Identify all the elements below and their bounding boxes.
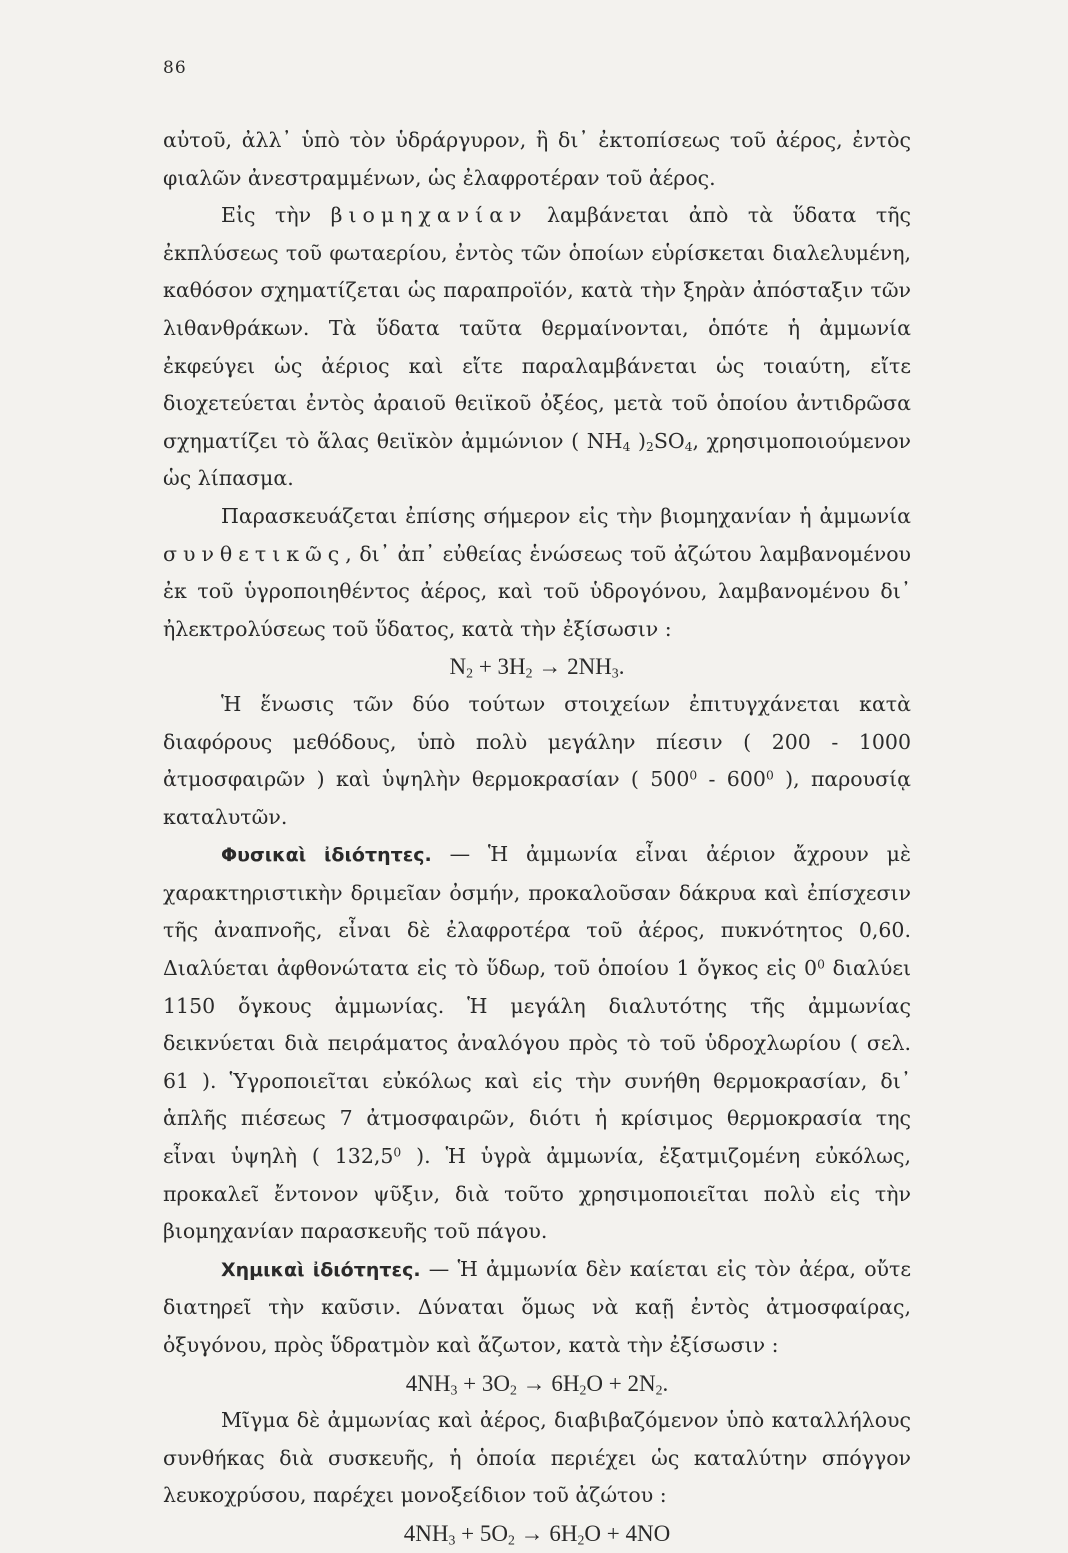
text-run: Εἰς τὴν [221, 203, 331, 228]
text-run: ), παρουσίᾳ καταλυτῶν. [163, 767, 911, 829]
subscript: 2 [525, 665, 533, 681]
superscript: 0 [689, 768, 698, 783]
paragraph-2 [163, 197, 911, 498]
subscript: 4 [684, 439, 693, 454]
spaced-emphasis: συνθετικῶς [163, 541, 346, 566]
equation-term: + 3H [473, 654, 526, 680]
subscript: 3 [450, 1382, 458, 1398]
paragraph-3 [163, 498, 911, 648]
section-heading: Φυσικαὶ ἰδιότητες. [221, 844, 432, 867]
paragraph-5 [163, 836, 911, 1251]
spaced-emphasis: βιομηχανίαν [330, 203, 528, 228]
subscript: 2 [466, 665, 474, 681]
text-run: , χρησιμοποιούμενον ὡς λίπασμα. [163, 428, 912, 491]
text-run: ) [630, 428, 647, 453]
equation-2 [163, 1365, 911, 1403]
text-run: — Ἡ ἀμμωνία δὲν καίεται εἰς τὸν ἀέρα, οὔτε διατηρεῖ τὴν καῦσιν. Δύναται ὅμως νὰ καῇ ἐντὸς ἀτμοσφαίρας, ὀξυγόνου, πρὸς ὕδρατμὸν καὶ ἄζωτον, κατὰ τὴν ἐξίσωσιν : [163, 1256, 911, 1357]
text-run: — Ἡ ἀμμωνία εἶναι ἀέριον ἄχρουν μὲ χαρακτηριστικὴν δριμεῖαν ὀσμήν, προκαλοῦσαν δάκρυα καὶ ἐπίσχεσιν τῆς ἀναπνοῆς, εἶναι δὲ ἐλαφροτέρα τοῦ ἀέρος, πυκνότητος 0,60. Διαλύεται ἀφθονώτατα εἰς τὸ ὕδωρ, τοῦ ὁποίου 1 ὄγκος εἰς 0 [163, 842, 911, 981]
text-run: Παρασκευάζεται ἐπίσης σήμερον εἰς τὴν βιομηχανίαν ἡ ἀμμωνία [221, 503, 911, 528]
equation-term: + 5O [455, 1520, 508, 1546]
text-run: Ἡ ἕνωσις τῶν δύο τούτων στοιχείων ἐπιτυγχάνεται κατὰ διαφόρους μεθόδους, ὑπὸ πολὺ μεγάλην πίεσιν ( 200 - 1000 ἀτμοσφαιρῶν ) καὶ ὑψηλὴν θερμοκρασίαν ( 500 [163, 691, 911, 792]
subscript: 2 [579, 1382, 587, 1398]
reaction-arrow-icon: → [516, 1370, 552, 1396]
equation-3 [163, 1515, 911, 1553]
superscript: 0 [765, 768, 774, 783]
equation-term: 2NH [567, 654, 612, 680]
page-number: 86 [163, 58, 187, 78]
subscript: 3 [611, 665, 619, 681]
equation-term: 6H [551, 1370, 580, 1396]
text-run: ). Ἡ ὑγρὰ ἀμμωνία, ἐξατμιζομένη εὐκόλως, προκαλεῖ ἔντονον ψῦξιν, διὰ τοῦτο χρησιμοποιεῖται πολὺ εἰς τὴν βιομηχανίαν παρασκευῆς τοῦ πάγου. [163, 1144, 911, 1244]
text-run: , δι᾿ ἀπ᾿ εὐθείας ἑνώσεως τοῦ ἀζώτου λαμβανομένου ἐκ τοῦ ὑγροποιηθέντος ἀέρος, καὶ τοῦ ὑδρογόνου, λαμβανομένου δι᾿ ἠλεκτρολύσεως τοῦ ὕδατος, κατὰ τὴν ἐξίσωσιν : [163, 541, 911, 641]
subscript: 2 [577, 1532, 585, 1548]
body-text [163, 122, 911, 1553]
subscript: 4 [622, 439, 631, 454]
subscript: 3 [448, 1532, 456, 1548]
subscript: 2 [507, 1532, 515, 1548]
equation-term: . [662, 1370, 669, 1396]
section-heading: Χημικαὶ ἰδιότητες. [221, 1258, 421, 1281]
text-run: διαλύει 1150 ὄγκους ἀμμωνίας. Ἡ μεγάλη διαλυτότης τῆς ἀμμωνίας δεικνύεται διὰ πειράματος ἀναλόγου πρὸς τὸ τοῦ ὑδροχλωρίου ( σελ. 61 ). Ὑγροποιεῖται εὐκόλως καὶ εἰς τὴν συνήθη θερμοκρασίαν, δι᾿ ἁπλῆς πιέσεως 7 ἀτμοσφαιρῶν, διότι ἡ κρίσιμος θερμοκρασία της εἶναι ὑψηλὴ ( 132,5 [163, 956, 911, 1169]
equation-1 [163, 648, 911, 686]
paragraph-7: Μῖγμα δὲ ἀμμωνίας καὶ ἀέρος, διαβιβαζόμενον ὑπὸ καταλλήλους συνθήκας διὰ συσκευῆς, ἡ ὁποία περιέχει ὡς καταλύτην σπόγγον λευκοχρύσου, παρέχει μονοξείδιον τοῦ ἀζώτου : [163, 1408, 911, 1508]
paragraph-6 [163, 1251, 911, 1365]
text-run: - 600 [697, 767, 766, 792]
equation-term: + 3O [457, 1370, 510, 1396]
equation-term: 4NH [405, 1370, 451, 1396]
equation-term: O + 4NO [584, 1520, 671, 1546]
equation-term: 4NH [403, 1520, 449, 1546]
superscript: 0 [817, 957, 825, 972]
equation-term: 6H [549, 1520, 578, 1546]
reaction-arrow-icon: → [514, 1520, 550, 1546]
subscript: 2 [646, 439, 654, 454]
paragraph-1: αὐτοῦ, ἀλλ᾿ ὑπὸ τὸν ὑδράργυρον, ἢ δι᾿ ἐκτοπίσεως τοῦ ἀέρος, ἐντὸς φιαλῶν ἀνεστραμμένων, ὡς ἐλαφροτέραν τοῦ ἀέρος. [163, 128, 911, 190]
paragraph-4 [163, 686, 911, 836]
text-run: λαμβάνεται ἀπὸ τὰ ὕδατα τῆς ἐκπλύσεως τοῦ φωταερίου, ἐντὸς τῶν ὁποίων εὑρίσκεται διαλελυμένη, καθόσον σχηματίζεται ὡς παραπροϊόν, κατὰ τὴν ξηρὰν ἀπόσταξιν τῶν λιθανθράκων. Τὰ ὕδατα ταῦτα θερμαίνονται, ὁπότε ἡ ἀμμωνία ἐκφεύγει ὡς ἀέριος καὶ εἴτε παραλαμβάνεται ὡς τοιαύτη, εἴτε διοχετεύεται ἐντὸς ἀραιοῦ θειϊκοῦ ὀξέος, μετὰ τοῦ ὁποίου ἀντιδρῶσα σχηματίζει τὸ ἅλας θειϊκὸν ἀμμώνιον ( NH [163, 203, 911, 453]
text-run: SO [653, 428, 685, 453]
equation-term: O + 2N [586, 1370, 656, 1396]
equation-term: N [449, 654, 467, 680]
reaction-arrow-icon: → [532, 654, 568, 680]
subscript: 2 [509, 1382, 517, 1398]
superscript: 0 [393, 1145, 402, 1160]
subscript: 2 [655, 1382, 663, 1398]
equation-term: . [618, 654, 625, 680]
